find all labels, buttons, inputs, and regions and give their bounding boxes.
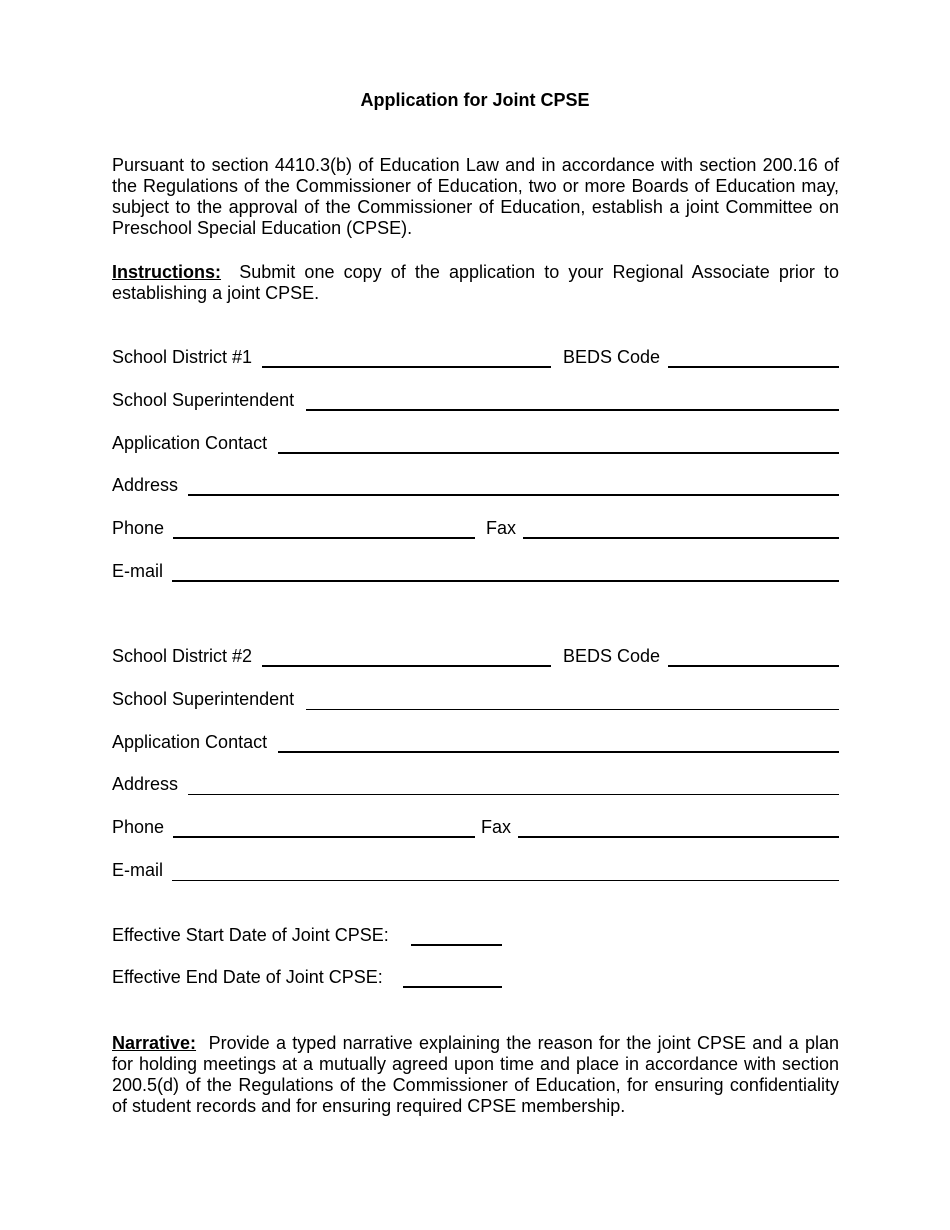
district2-phone-row [112, 816, 839, 840]
start-date-field[interactable] [411, 944, 502, 946]
district2-fax-field[interactable] [518, 836, 839, 838]
district2-label: School District #2 [112, 646, 253, 666]
district2-superintendent-row [112, 688, 839, 712]
district2-beds-label: BEDS Code [563, 646, 661, 666]
district1-row [112, 346, 839, 370]
district2-phone-field[interactable] [173, 836, 475, 838]
district1-fax-field[interactable] [523, 537, 839, 539]
district1-email-label: E-mail [112, 561, 164, 581]
district2-phone-label: Phone [112, 817, 165, 837]
end-date-field[interactable] [403, 986, 502, 988]
district1-fax-label: Fax [486, 518, 517, 538]
district1-contact-label: Application Contact [112, 433, 268, 453]
narrative-text: Provide a typed narrative explaining the reason for the joint CPSE and a plan for holding meetings at a mutually agreed upon time and place in accordance with section 200.5(d) of the Regulations of the Commissioner of Education, for ensuring confidentiality of student records and for ensuring required CPSE membership. [112, 1033, 839, 1116]
instructions-text: Submit one copy of the application to your Regional Associate prior to establishing a joint CPSE. [112, 262, 839, 303]
narrative-label: Narrative: [112, 1033, 197, 1053]
district1-address-field[interactable] [188, 494, 839, 496]
page-title: Application for Joint CPSE [360, 90, 590, 110]
district2-superintendent-field[interactable] [306, 709, 839, 710]
intro-paragraph: Pursuant to section 4410.3(b) of Education Law and in accordance with section 200.16 of the Regulations of the Commissioner of Education, two or more Boards of Education may, subject to the approval of the Commissioner of Education, establish a joint Committee on Preschool Special Education (CPSE). [112, 155, 839, 238]
district2-name-field[interactable] [262, 665, 551, 667]
district1-name-field[interactable] [262, 366, 551, 368]
start-date-row [112, 924, 839, 948]
district1-contact-row [112, 432, 839, 456]
district2-address-field[interactable] [188, 794, 839, 795]
district2-email-label: E-mail [112, 860, 164, 880]
district2-contact-row [112, 731, 839, 755]
district2-superintendent-label: School Superintendent [112, 689, 295, 709]
district2-beds-field[interactable] [668, 665, 839, 667]
district1-contact-field[interactable] [278, 452, 839, 454]
start-date-label: Effective Start Date of Joint CPSE: [112, 925, 389, 945]
district1-phone-field[interactable] [173, 537, 475, 539]
district1-superintendent-field[interactable] [306, 409, 839, 411]
district1-beds-field[interactable] [668, 366, 839, 368]
district1-superintendent-label: School Superintendent [112, 390, 295, 410]
district1-address-row [112, 474, 839, 498]
end-date-label: Effective End Date of Joint CPSE: [112, 967, 383, 987]
district2-email-field[interactable] [172, 880, 839, 881]
district2-contact-field[interactable] [278, 751, 839, 753]
district1-email-row [112, 560, 839, 584]
instructions-paragraph [112, 262, 839, 304]
district1-address-label: Address [112, 475, 179, 495]
district2-email-row [112, 859, 839, 883]
narrative-paragraph [112, 1033, 839, 1117]
district1-superintendent-row [112, 389, 839, 413]
instructions-label: Instructions: [112, 262, 222, 282]
district1-beds-label: BEDS Code [563, 347, 661, 367]
district1-email-field[interactable] [172, 580, 839, 582]
district1-label: School District #1 [112, 347, 253, 367]
district1-phone-row [112, 517, 839, 541]
district2-address-label: Address [112, 774, 179, 794]
district2-row [112, 645, 839, 669]
district2-contact-label: Application Contact [112, 732, 268, 752]
district2-address-row [112, 773, 839, 797]
district2-fax-label: Fax [481, 817, 512, 837]
district1-phone-label: Phone [112, 518, 165, 538]
end-date-row [112, 966, 839, 990]
